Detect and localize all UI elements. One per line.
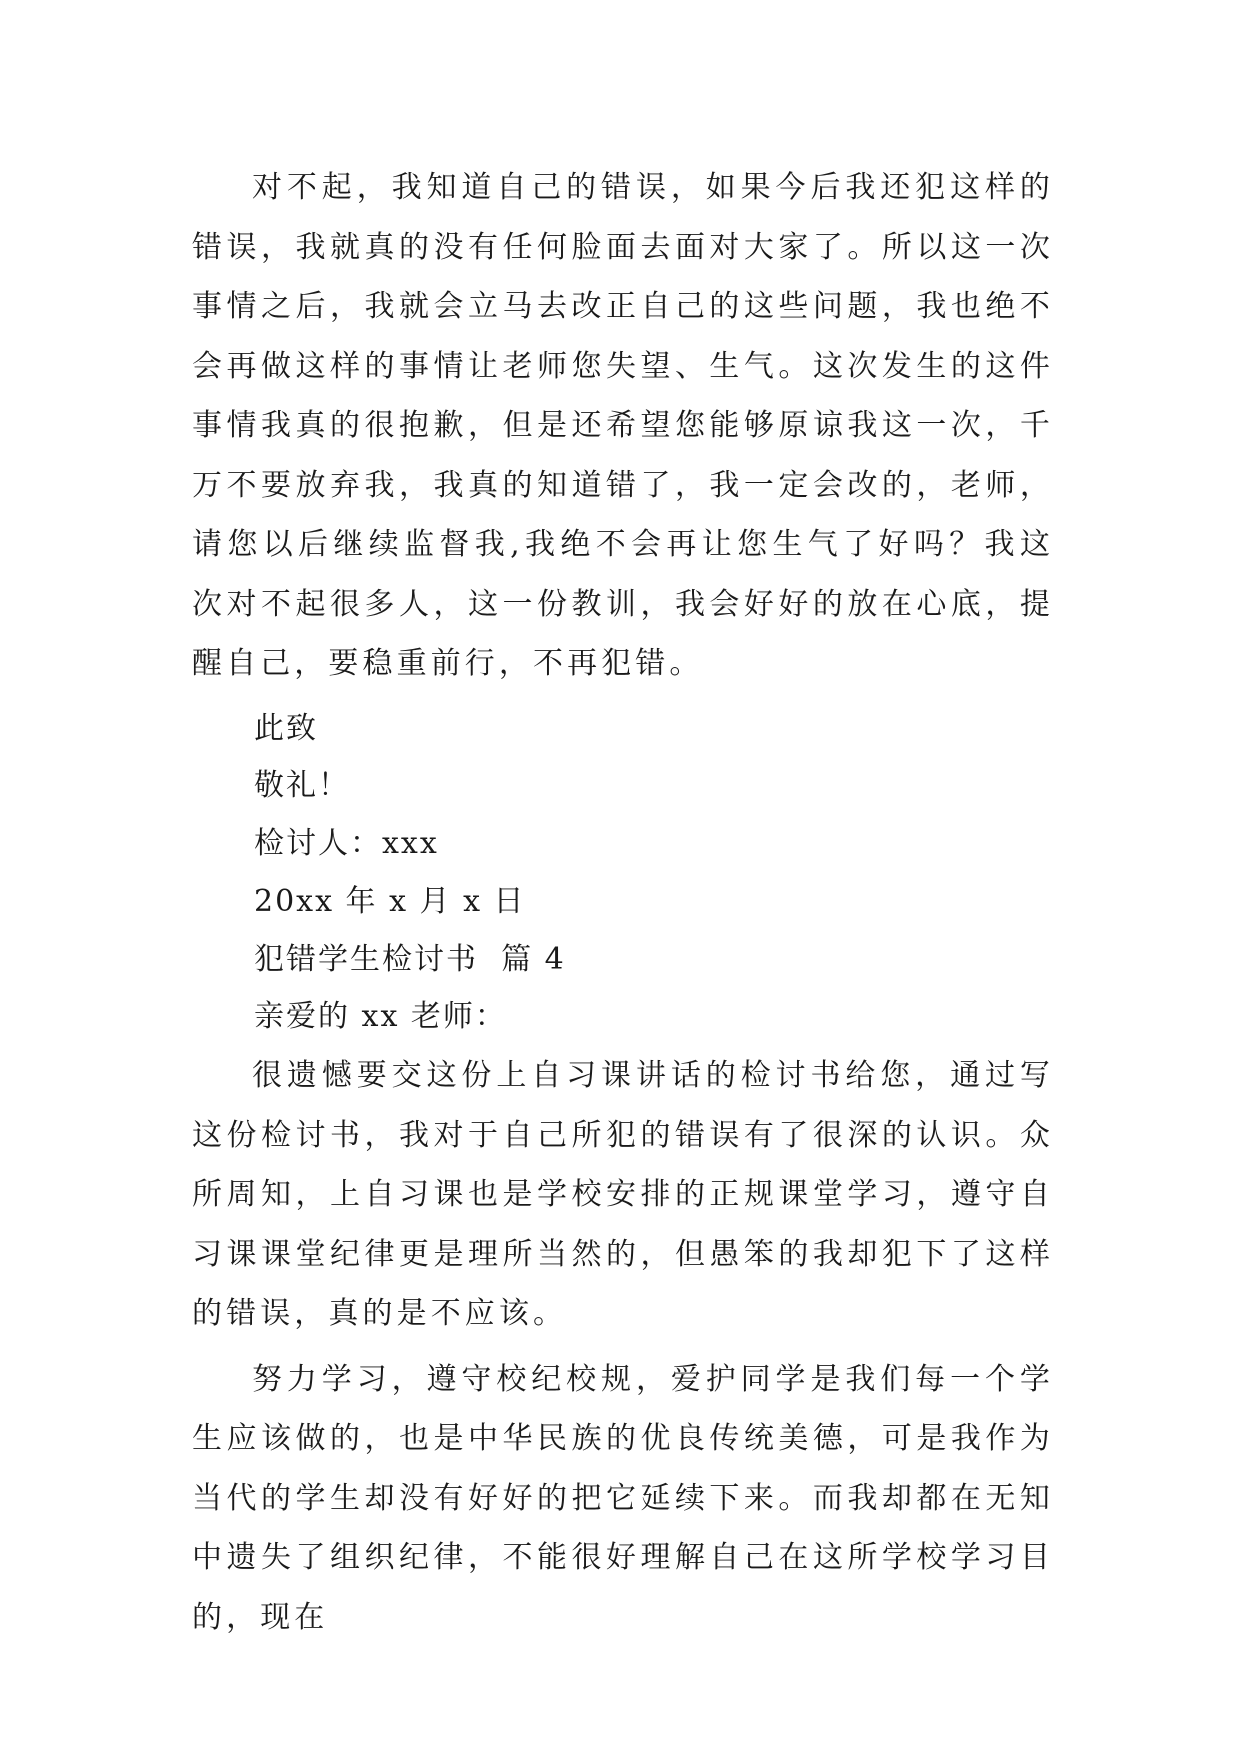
body-paragraph-2: 很遗憾要交这份上自习课讲话的检讨书给您，通过写这份检讨书，我对于自己所犯的错误有了很深的认识。众所周知，上自习课也是学校安排的正规课堂学习，遵守自习课课堂纪律更是理所当然的，但愚笨的我却犯下了这样的错误，真的是不应该。 <box>192 1058 1054 1332</box>
closing-line-1: 此致 <box>254 710 318 746</box>
salutation-line: 亲爱的 xx 老师： <box>254 999 507 1035</box>
apology-paragraph: 对不起，我知道自己的错误，如果今后我还犯这样的错误，我就真的没有任何脸面去面对大家了。所以这一次事情之后，我就会立马去改正自己的这些问题，我也绝不会再做这样的事情让老师您失望、生气。这次发生的这件事情我真的很抱歉，但是还希望您能够原谅我这一次，千万不要放弃我，我真的知道错了，我一定会改的，老师，请您以后继续监督我,我绝不会再让您生气了好吗？我这次对不起很多人，这一份教训，我会好好的放在心底，提醒自己，要稳重前行，不再犯错。 <box>192 170 1054 681</box>
closing-line-2: 敬礼！ <box>254 768 350 804</box>
body-paragraph-3: 努力学习，遵守校纪校规，爱护同学是我们每一个学生应该做的，也是中华民族的优良传统美德，可是我作为当代的学生却没有好好的把它延续下来。而我却都在无知中遗失了组织纪律，不能很好理解自己在这所学校学习目的，现在 <box>192 1361 1054 1635</box>
section-title: 犯错学生检讨书 篇 4 <box>254 941 566 977</box>
signature-line: 检讨人：xxx <box>254 826 439 862</box>
date-line: 20xx 年 x 月 x 日 <box>254 883 526 919</box>
document-page <box>192 158 1054 1647</box>
